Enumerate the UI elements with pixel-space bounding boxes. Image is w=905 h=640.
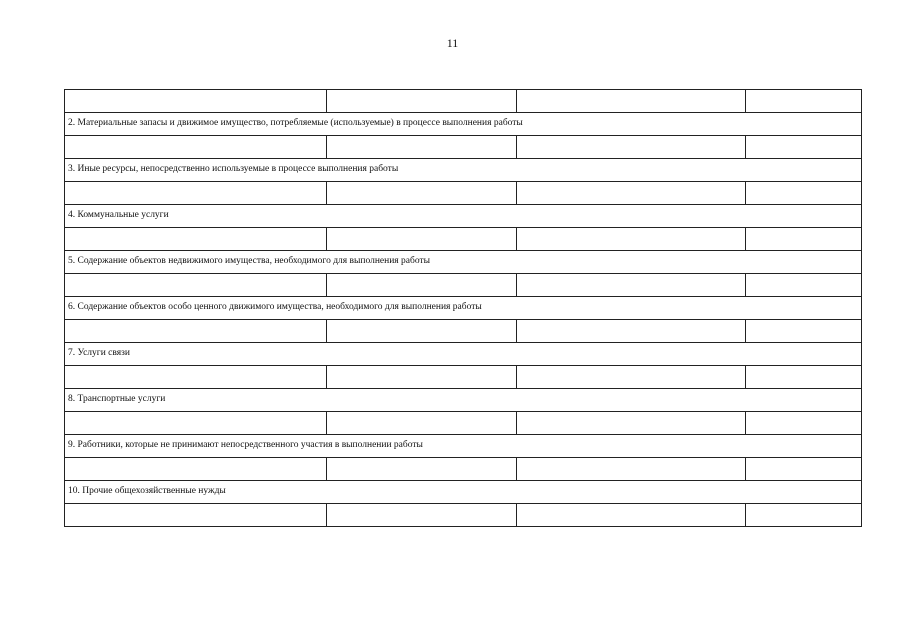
table-cell (327, 320, 517, 343)
table-row (65, 136, 862, 159)
table-row (65, 458, 862, 481)
table-cell (65, 136, 327, 159)
table-cell (65, 182, 327, 205)
table-body (65, 90, 862, 527)
section-header-row (65, 343, 862, 366)
table-row (65, 504, 862, 527)
table-cell (327, 412, 517, 435)
table-cell (327, 228, 517, 251)
table-cell (746, 228, 862, 251)
section-header-row (65, 297, 862, 320)
table-cell (327, 90, 517, 113)
table-cell (65, 366, 327, 389)
section-title: 4. Коммунальные услуги (65, 205, 862, 228)
table-cell (65, 412, 327, 435)
section-header-row (65, 159, 862, 182)
table-row (65, 412, 862, 435)
table-cell (517, 412, 746, 435)
section-header-row (65, 389, 862, 412)
table-row (65, 366, 862, 389)
table-cell (746, 366, 862, 389)
table-row (65, 228, 862, 251)
table-cell (517, 274, 746, 297)
table-cell (517, 90, 746, 113)
section-header-row (65, 205, 862, 228)
table-cell (746, 458, 862, 481)
section-title: 5. Содержание объектов недвижимого имущества, необходимого для выполнения работы (65, 251, 862, 274)
section-title: 9. Работники, которые не принимают непосредственного участия в выполнении работы (65, 435, 862, 458)
table-cell (65, 274, 327, 297)
table-cell (517, 320, 746, 343)
table-row (65, 182, 862, 205)
section-title: 3. Иные ресурсы, непосредственно используемые в процессе выполнения работы (65, 159, 862, 182)
table-cell (746, 412, 862, 435)
table-row (65, 274, 862, 297)
table-cell (327, 274, 517, 297)
table-cell (746, 136, 862, 159)
table-cell (65, 458, 327, 481)
section-header-row (65, 481, 862, 504)
table-cell (65, 228, 327, 251)
table-cell (517, 136, 746, 159)
table-cell (327, 504, 517, 527)
table-cell (746, 274, 862, 297)
table-row (65, 320, 862, 343)
section-title: 10. Прочие общехозяйственные нужды (65, 481, 862, 504)
table-cell (327, 182, 517, 205)
section-title: 6. Содержание объектов особо ценного движимого имущества, необходимого для выполнения работы (65, 297, 862, 320)
table-cell (65, 504, 327, 527)
table-cell (517, 366, 746, 389)
table-cell (517, 228, 746, 251)
section-title: 7. Услуги связи (65, 343, 862, 366)
section-header-row (65, 113, 862, 136)
table-cell (517, 458, 746, 481)
table-cell (517, 504, 746, 527)
table-cell (327, 458, 517, 481)
table-cell (746, 504, 862, 527)
table-cell (746, 320, 862, 343)
section-title: 8. Транспортные услуги (65, 389, 862, 412)
section-header-row (65, 435, 862, 458)
section-title: 2. Материальные запасы и движимое имущество, потребляемые (используемые) в процессе выполнения работы (65, 113, 862, 136)
table-row (65, 90, 862, 113)
table-cell (327, 366, 517, 389)
table-cell (327, 136, 517, 159)
table-cell (65, 90, 327, 113)
section-header-row (65, 251, 862, 274)
table-cell (517, 182, 746, 205)
cost-table (64, 89, 862, 527)
table-cell (746, 182, 862, 205)
table-cell (65, 320, 327, 343)
page-number: 11 (446, 36, 459, 50)
table-cell (746, 90, 862, 113)
